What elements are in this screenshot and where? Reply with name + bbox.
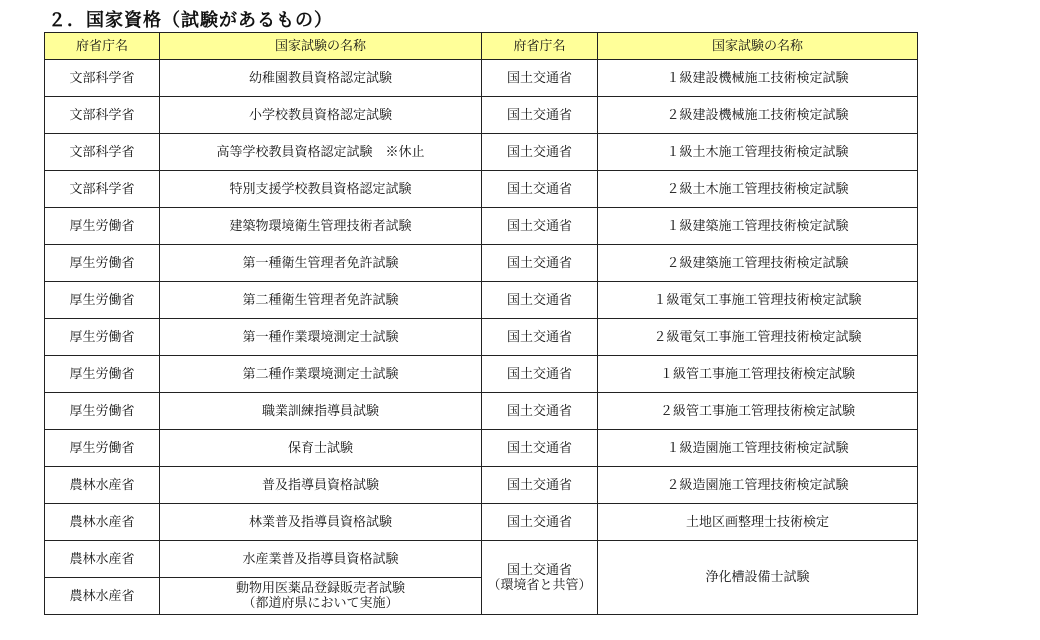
exam-cell: 保育士試験 bbox=[160, 430, 482, 467]
table-row bbox=[45, 541, 918, 578]
exam-cell: 第一種作業環境測定士試験 bbox=[160, 319, 482, 356]
header-exam-name: 国家試験の名称 bbox=[598, 33, 918, 60]
exam-cell: １級管工事施工管理技術検定試験 bbox=[598, 356, 918, 393]
ministry-cell: 農林水産省 bbox=[45, 578, 160, 615]
exam-cell: ２級建築施工管理技術検定試験 bbox=[598, 245, 918, 282]
exam-note: （都道府県において実施） bbox=[242, 596, 399, 611]
header-ministry: 府省庁名 bbox=[45, 33, 160, 60]
exam-cell: １級建築施工管理技術検定試験 bbox=[598, 208, 918, 245]
ministry-cell: 文部科学省 bbox=[45, 60, 160, 97]
ministry-cell: 厚生労働省 bbox=[45, 208, 160, 245]
table-row bbox=[45, 430, 918, 467]
exam-cell: 建築物環境衛生管理技術者試験 bbox=[160, 208, 482, 245]
table-row bbox=[45, 171, 918, 208]
exam-cell: ２級電気工事施工管理技術検定試験 bbox=[598, 319, 918, 356]
ministry-cell: 国土交通省 bbox=[482, 134, 598, 171]
exam-cell: ２級建設機械施工技術検定試験 bbox=[598, 97, 918, 134]
exam-cell: 第二種作業環境測定士試験 bbox=[160, 356, 482, 393]
ministry-cell: 国土交通省 bbox=[482, 319, 598, 356]
table-row bbox=[45, 97, 918, 134]
exam-line: 動物用医薬品登録販売者試験 bbox=[235, 581, 405, 596]
exam-cell: 第一種衛生管理者免許試験 bbox=[160, 245, 482, 282]
ministry-cell: 厚生労働省 bbox=[45, 319, 160, 356]
table-row bbox=[45, 467, 918, 504]
ministry-cell: 国土交通省 bbox=[482, 97, 598, 134]
table-row bbox=[45, 504, 918, 541]
exam-cell: 浄化槽設備士試験 bbox=[598, 541, 918, 615]
exam-cell: ２級造園施工管理技術検定試験 bbox=[598, 467, 918, 504]
exam-cell: １級土木施工管理技術検定試験 bbox=[598, 134, 918, 171]
ministry-cell: 国土交通省 bbox=[482, 467, 598, 504]
exam-cell: 職業訓練指導員試験 bbox=[160, 393, 482, 430]
exam-cell: 高等学校教員資格認定試験 ※休止 bbox=[160, 134, 482, 171]
ministry-cell: 農林水産省 bbox=[45, 467, 160, 504]
table-row bbox=[45, 245, 918, 282]
ministry-cell: 厚生労働省 bbox=[45, 430, 160, 467]
ministry-cell: 厚生労働省 bbox=[45, 393, 160, 430]
exam-cell: １級電気工事施工管理技術検定試験 bbox=[598, 282, 918, 319]
exam-cell bbox=[160, 578, 482, 615]
header-ministry: 府省庁名 bbox=[482, 33, 598, 60]
table-row bbox=[45, 282, 918, 319]
exam-cell: ２級土木施工管理技術検定試験 bbox=[598, 171, 918, 208]
ministry-cell: 農林水産省 bbox=[45, 504, 160, 541]
table-row bbox=[45, 393, 918, 430]
header-exam-name: 国家試験の名称 bbox=[160, 33, 482, 60]
ministry-cell: 国土交通省 bbox=[482, 60, 598, 97]
exam-cell: １級建設機械施工技術検定試験 bbox=[598, 60, 918, 97]
exam-cell: 水産業普及指導員資格試験 bbox=[160, 541, 482, 578]
ministry-cell bbox=[482, 541, 598, 615]
ministry-line: 国土交通省 bbox=[506, 562, 572, 578]
table-row bbox=[45, 356, 918, 393]
section-title: ２．国家資格（試験があるもの） bbox=[48, 10, 333, 31]
ministry-note: （環境省と共管） bbox=[487, 577, 592, 593]
ministry-cell: 国土交通省 bbox=[482, 245, 598, 282]
ministry-cell: 文部科学省 bbox=[45, 134, 160, 171]
ministry-cell: 文部科学省 bbox=[45, 97, 160, 134]
ministry-cell: 国土交通省 bbox=[482, 393, 598, 430]
ministry-cell: 文部科学省 bbox=[45, 171, 160, 208]
table-row bbox=[45, 60, 918, 97]
ministry-cell: 厚生労働省 bbox=[45, 356, 160, 393]
ministry-cell: 農林水産省 bbox=[45, 541, 160, 578]
exam-cell: 林業普及指導員資格試験 bbox=[160, 504, 482, 541]
exam-cell: 特別支援学校教員資格認定試験 bbox=[160, 171, 482, 208]
ministry-cell: 国土交通省 bbox=[482, 430, 598, 467]
exam-table bbox=[44, 32, 918, 615]
exam-cell: 幼稚園教員資格認定試験 bbox=[160, 60, 482, 97]
ministry-cell: 国土交通省 bbox=[482, 504, 598, 541]
ministry-cell: 厚生労働省 bbox=[45, 245, 160, 282]
exam-cell: 第二種衛生管理者免許試験 bbox=[160, 282, 482, 319]
ministry-cell: 国土交通省 bbox=[482, 356, 598, 393]
table-row bbox=[45, 134, 918, 171]
exam-cell: １級造園施工管理技術検定試験 bbox=[598, 430, 918, 467]
ministry-cell: 国土交通省 bbox=[482, 282, 598, 319]
table-row bbox=[45, 319, 918, 356]
ministry-cell: 厚生労働省 bbox=[45, 282, 160, 319]
ministry-cell: 国土交通省 bbox=[482, 171, 598, 208]
ministry-cell: 国土交通省 bbox=[482, 208, 598, 245]
exam-cell: 小学校教員資格認定試験 bbox=[160, 97, 482, 134]
header-row bbox=[45, 33, 918, 60]
exam-cell: 普及指導員資格試験 bbox=[160, 467, 482, 504]
table-row bbox=[45, 208, 918, 245]
exam-cell: 土地区画整理士技術検定 bbox=[598, 504, 918, 541]
exam-cell: ２級管工事施工管理技術検定試験 bbox=[598, 393, 918, 430]
